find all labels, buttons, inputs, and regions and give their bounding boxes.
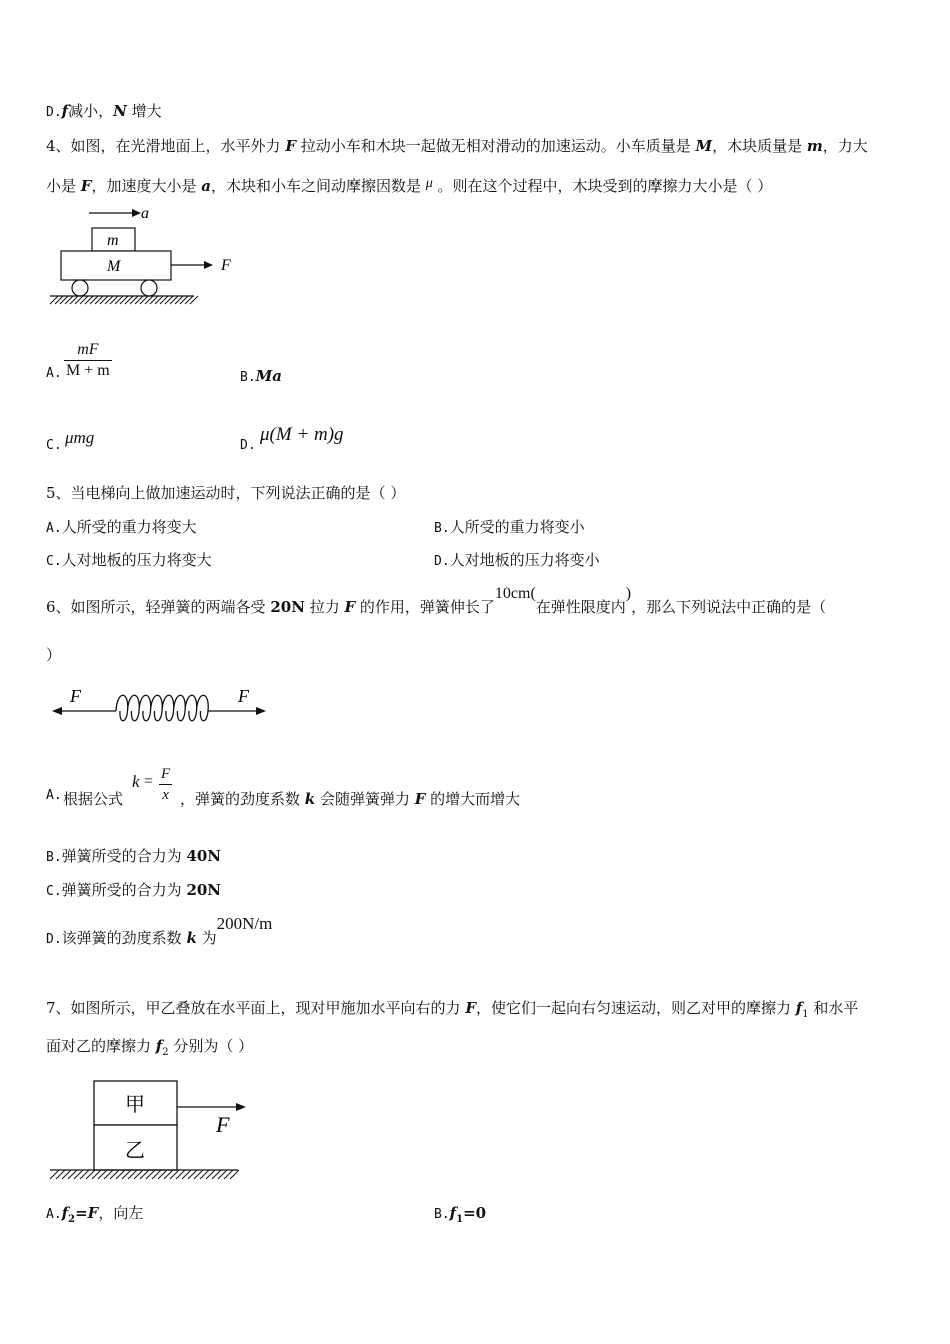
text: ，弹簧的劲度系数 [180,790,305,808]
force-arrowhead [204,261,213,269]
text: = [75,1204,88,1222]
label-F-left: F [70,686,81,706]
q6-stem-line-1 [46,582,826,618]
option-label: A. [46,1207,62,1222]
q4-stem-line-1 [46,136,868,156]
option-label: D. [434,554,450,569]
text: 4、如图，在光滑地面上，水平外力 [46,137,286,155]
option-text: 该弹簧的劲度系数 [61,929,187,947]
left-arrowhead [52,707,62,715]
label-M: M [107,258,121,275]
option-label: B. [240,370,256,385]
text: ，加速度大小是 [91,177,202,195]
text: 。则在这个过程中，木块受到的摩擦力大小是（ ） [432,177,773,195]
option-label: C. [46,884,62,899]
option-label: D. [46,932,62,947]
denominator: x [162,787,169,803]
q5-option-d [434,550,600,572]
label-m: m [107,232,119,249]
q3-option-d [46,101,162,123]
wheel-left [72,280,88,296]
var: k [304,790,316,808]
var-N: N [113,102,127,120]
text: ，木块和小车之间动摩擦因数是 [210,177,426,195]
q7-option-a [46,1203,143,1230]
option-text: 人所受的重力将变小 [449,518,585,536]
text: 会随弹簧弹力 [315,790,415,808]
text: ，使它们一起向右匀速运动，则乙对甲的摩擦力 [475,999,796,1017]
text: ，力大 [822,137,868,155]
label-yi: 乙 [125,1140,145,1162]
cart-block-figure [44,200,254,312]
var: k [186,929,197,947]
var: m [806,137,823,155]
q7-option-b [434,1203,486,1230]
var: F [465,999,476,1017]
math-paren: ) [625,585,632,602]
value: 40N [186,847,222,865]
mu-symbol: μ [425,176,433,191]
q6-option-d [46,913,272,947]
text: 的增大而增大 [425,790,521,808]
var: F [414,790,426,808]
text: =0 [463,1204,487,1222]
equals: = [144,773,154,790]
option-label: A. [46,366,62,381]
var: F [285,137,296,155]
q6-stem-line-2: ） [46,646,62,664]
spring-coil [116,695,208,721]
text: 的作用，弹簧伸长了 [355,598,495,616]
stacked-blocks-figure [44,1075,254,1187]
text: 增大 [126,102,162,120]
label-a: a [141,205,149,222]
text: 为 [196,929,217,947]
math-200N-m: 200N/m [216,914,273,933]
q4-option-b [240,366,282,388]
value: 20N [270,598,305,616]
option-label: B. [46,850,62,865]
option-math: μmg [65,428,95,447]
var: f [155,1037,163,1055]
q6-option-c [46,880,221,902]
var: f [449,1204,457,1222]
text: 减小， [68,102,114,120]
wheel-right [141,280,157,296]
option-label: A. [46,788,62,803]
subscript: 1 [802,1009,809,1020]
text: 和水平 [808,999,859,1017]
option-text: 人对地板的压力将变大 [61,551,212,569]
spring-figure [50,682,272,726]
text: ，木块质量是 [712,137,807,155]
option-label: C. [46,554,62,569]
label-F-right: F [238,686,249,706]
q7-stem-line-1 [46,998,858,1025]
option-label: B. [434,1207,450,1222]
var: f [61,1204,69,1222]
option-label: C. [46,438,62,453]
fraction-mF-over-M-plus-m [64,340,112,381]
option-text: 弹簧所受的合力为 [61,847,187,865]
ground-hatch [50,296,198,304]
var: F [80,177,92,195]
subscript: 2 [68,1214,76,1225]
text: ，那么下列说法中正确的是（ [631,598,827,616]
var: F [87,1204,99,1222]
option-label: B. [434,521,450,536]
text: 6、如图所示，轻弹簧的两端各受 [46,598,271,616]
fraction-F-over-x [159,764,172,805]
var: F [344,598,356,616]
var-f: f [61,102,69,120]
option-label: D. [240,438,256,453]
subscript: 1 [456,1214,464,1225]
q6-option-b [46,846,221,868]
option-text: 人对地板的压力将变小 [449,551,600,569]
text: ，向左 [98,1204,144,1222]
option-label: A. [46,521,62,536]
text: 分别为（ ） [168,1037,254,1055]
q5-stem: 5、当电梯向上做加速运动时，下列说法正确的是（ ） [46,484,406,502]
numerator: F [159,764,172,785]
text: 拉动小车和木块一起做无相对滑动的加速运动。小车质量是 [295,137,696,155]
right-arrowhead [256,707,266,715]
denominator: M + m [66,362,110,379]
option-text: 弹簧所受的合力为 [61,881,187,899]
math-10cm: 10cm( [494,585,536,602]
var-k: k [132,772,140,791]
q4-stem-line-2 [46,174,772,196]
subscript: 2 [162,1047,169,1058]
text: 小是 [46,177,81,195]
text: 在弹性限度内 [535,598,626,616]
q7-stem-line-2 [46,1036,253,1063]
option-math: μ(M + m)g [260,424,344,445]
text: 拉力 [304,598,345,616]
option-label: D. [46,105,62,120]
option-text: 人所受的重力将变大 [61,518,197,536]
option-a-rest [180,788,520,809]
q5-option-c [46,550,212,572]
var: a [201,177,211,195]
ground-hatch [50,1170,239,1179]
force-arrowhead [236,1103,246,1111]
var: M [695,137,713,155]
numerator: mF [64,340,112,361]
label-F: F [216,1112,230,1137]
var: f [795,999,803,1017]
label-jia: 甲 [125,1094,145,1116]
option-text: Ma [255,367,282,385]
text: 7、如图所示，甲乙叠放在水平面上，现对甲施加水平向右的力 [46,999,466,1017]
accel-arrowhead [132,209,141,217]
text: 根据公式 [63,790,124,808]
label-F: F [221,257,231,274]
text: 面对乙的摩擦力 [46,1037,156,1055]
value: 20N [186,881,222,899]
q5-option-a [46,517,197,539]
q5-option-b [434,517,585,539]
